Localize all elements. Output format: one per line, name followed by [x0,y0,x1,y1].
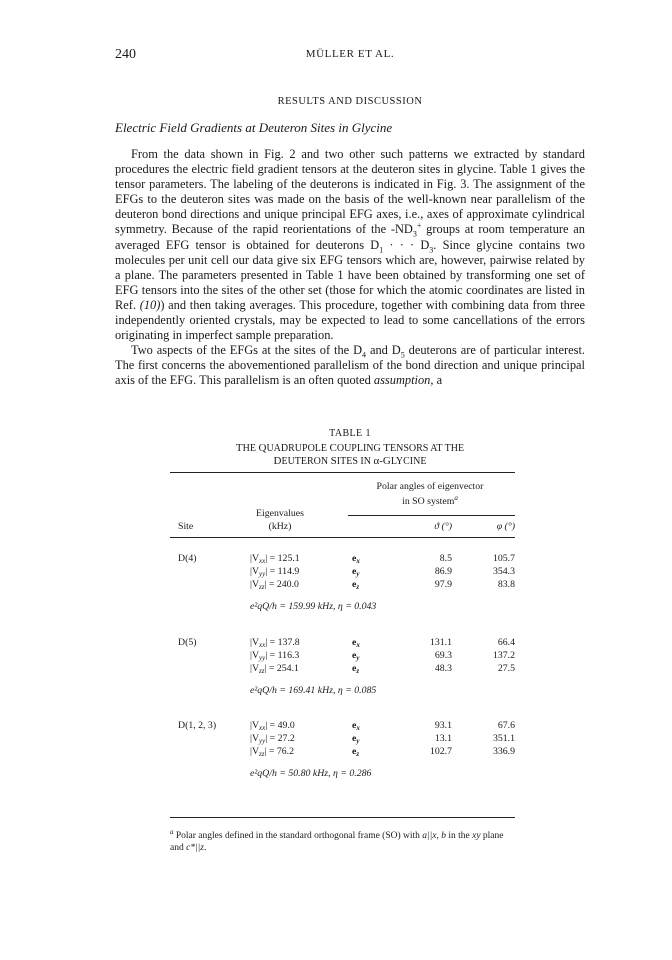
paragraph-1: From the data shown in Fig. 2 and two other such patterns we extracted by standard procedures the electric field gradient tensors at the deuteron sites in glycine. Table 1 gives the tensor parameters. The labeling of the deuterons is indicated in Fig. 3. The assignment of the EFGs to the deuteron sites was made on the basis of the well-known near parallelism of the deuteron bond directions and unique principal EFG axes, i.e., axes of approximate cylindrical symmetry. Because of the rapid reorientations of the $-ND_3^+$ groups at room temperature an averaged EFG tensor is obtained for deuterons $D_1$ · · · $D_3$. Since glycine contains two molecules per unit cell our data give six EFG tensors which are, however, pairwise related by a plane. The parameters presented in Table 1 have been obtained by transforming one set of EFG tensors into the sites of the other set (those for which the atomic coordinates are listed in Ref. (10)) and then taking averages. This procedure, together with combining data from three independently oriented crystals, may be expected to lead to some cancellations of the errors originating in imperfect sample preparation. [115,147,585,343]
eigenvector: $e_y$ [352,650,360,662]
subsection-heading: Electric Field Gradients at Deuteron Sites in Glycine [115,120,393,135]
body-text [115,147,585,389]
page-number: 240 [115,47,136,62]
phi-value: 336.9 [492,746,515,757]
eigenvalue: $|V_{yy}| = 116.3$ [250,650,300,662]
eigenvector: $e_z$ [352,746,360,758]
eigenvalue: $|V_{xx}| = 49.0$ [250,720,295,732]
eigenvalue: $|V_{zz}| = 240.0$ [250,579,299,591]
table-label: TABLE 1 [329,428,371,439]
eigenvalues-unit: (kHz) [268,521,292,532]
theta-value: 48.3 [434,663,452,674]
coupling-summary: e²qQ/h = 50.80 kHz, η = 0.286 [250,768,372,779]
site-header: Site [178,521,194,532]
eigenvector: $e_x$ [352,553,360,565]
eigenvalue: $|V_{zz}| = 76.2$ [250,746,295,758]
theta-header: ϑ (°) [434,521,452,532]
theta-value: 69.3 [434,650,452,661]
phi-value: 137.2 [492,650,515,661]
site-label: D(5) [178,637,197,648]
table-caption: THE QUADRUPOLE COUPLING TENSORS AT THE DEUTERON SITES IN α-GLYCINE [235,442,465,467]
eigenvector: $e_x$ [352,637,360,649]
phi-value: 351.1 [492,733,515,744]
polar-angles-header: Polar angles of eigenvector [376,481,484,492]
theta-value: 102.7 [429,746,452,757]
eigenvector: $e_z$ [352,579,360,591]
theta-value: 8.5 [439,553,452,564]
running-head [115,47,585,65]
theta-value: 131.1 [429,637,452,648]
eigenvector: $e_x$ [352,720,360,732]
phi-value: 83.8 [497,579,515,590]
table-footnote: $^a$ Polar angles defined in the standard orthogonal frame (SO) with a||x, b in the xy plane and c*||z. [170,828,504,853]
theta-value: 86.9 [434,566,452,577]
eigenvalue: $|V_{xx}| = 137.8$ [250,637,300,649]
phi-header: φ (°) [496,521,515,532]
theta-value: 93.1 [434,720,452,731]
paragraph-2: Two aspects of the EFGs at the sites of the $D_4$ and $D_5$ deuterons are of particular interest. The first concerns the abovementioned parallelism of the bond direction and unique principal axis of the EFG. This parallelism is an often quoted assumption, a [115,343,585,388]
coupling-summary: e²qQ/h = 169.41 kHz, η = 0.085 [250,685,377,696]
reference-link: (10) [139,297,161,312]
phi-value: 66.4 [497,637,515,648]
eigenvalue: $|V_{yy}| = 114.9$ [250,566,300,578]
eigenvalue: $|V_{xx}| = 125.1$ [250,553,300,565]
site-label: D(1, 2, 3) [178,720,217,731]
polar-header-rule [348,515,515,516]
section-heading: RESULTS AND DISCUSSION [277,96,423,107]
table-bottom-rule [170,817,515,818]
phi-value: 67.6 [497,720,515,731]
eigenvector: $e_y$ [352,566,360,578]
eigenvalue: $|V_{zz}| = 254.1$ [250,663,299,675]
phi-value: 105.7 [492,553,515,564]
running-title: MÜLLER ET AL. [305,48,395,60]
table-body [170,537,515,827]
phi-value: 354.3 [492,566,515,577]
eigenvalue: $|V_{yy}| = 27.2$ [250,733,295,745]
eigenvector: $e_y$ [352,733,360,745]
polar-angles-subheader: in SO system$^a$ [402,494,458,507]
eigenvector: $e_z$ [352,663,360,675]
coupling-summary: e²qQ/h = 159.99 kHz, η = 0.043 [250,601,377,612]
eigenvalues-header: Eigenvalues [256,508,304,519]
phi-value: 27.5 [497,663,515,674]
theta-value: 97.9 [434,579,452,590]
site-label: D(4) [178,553,197,564]
theta-value: 13.1 [434,733,452,744]
